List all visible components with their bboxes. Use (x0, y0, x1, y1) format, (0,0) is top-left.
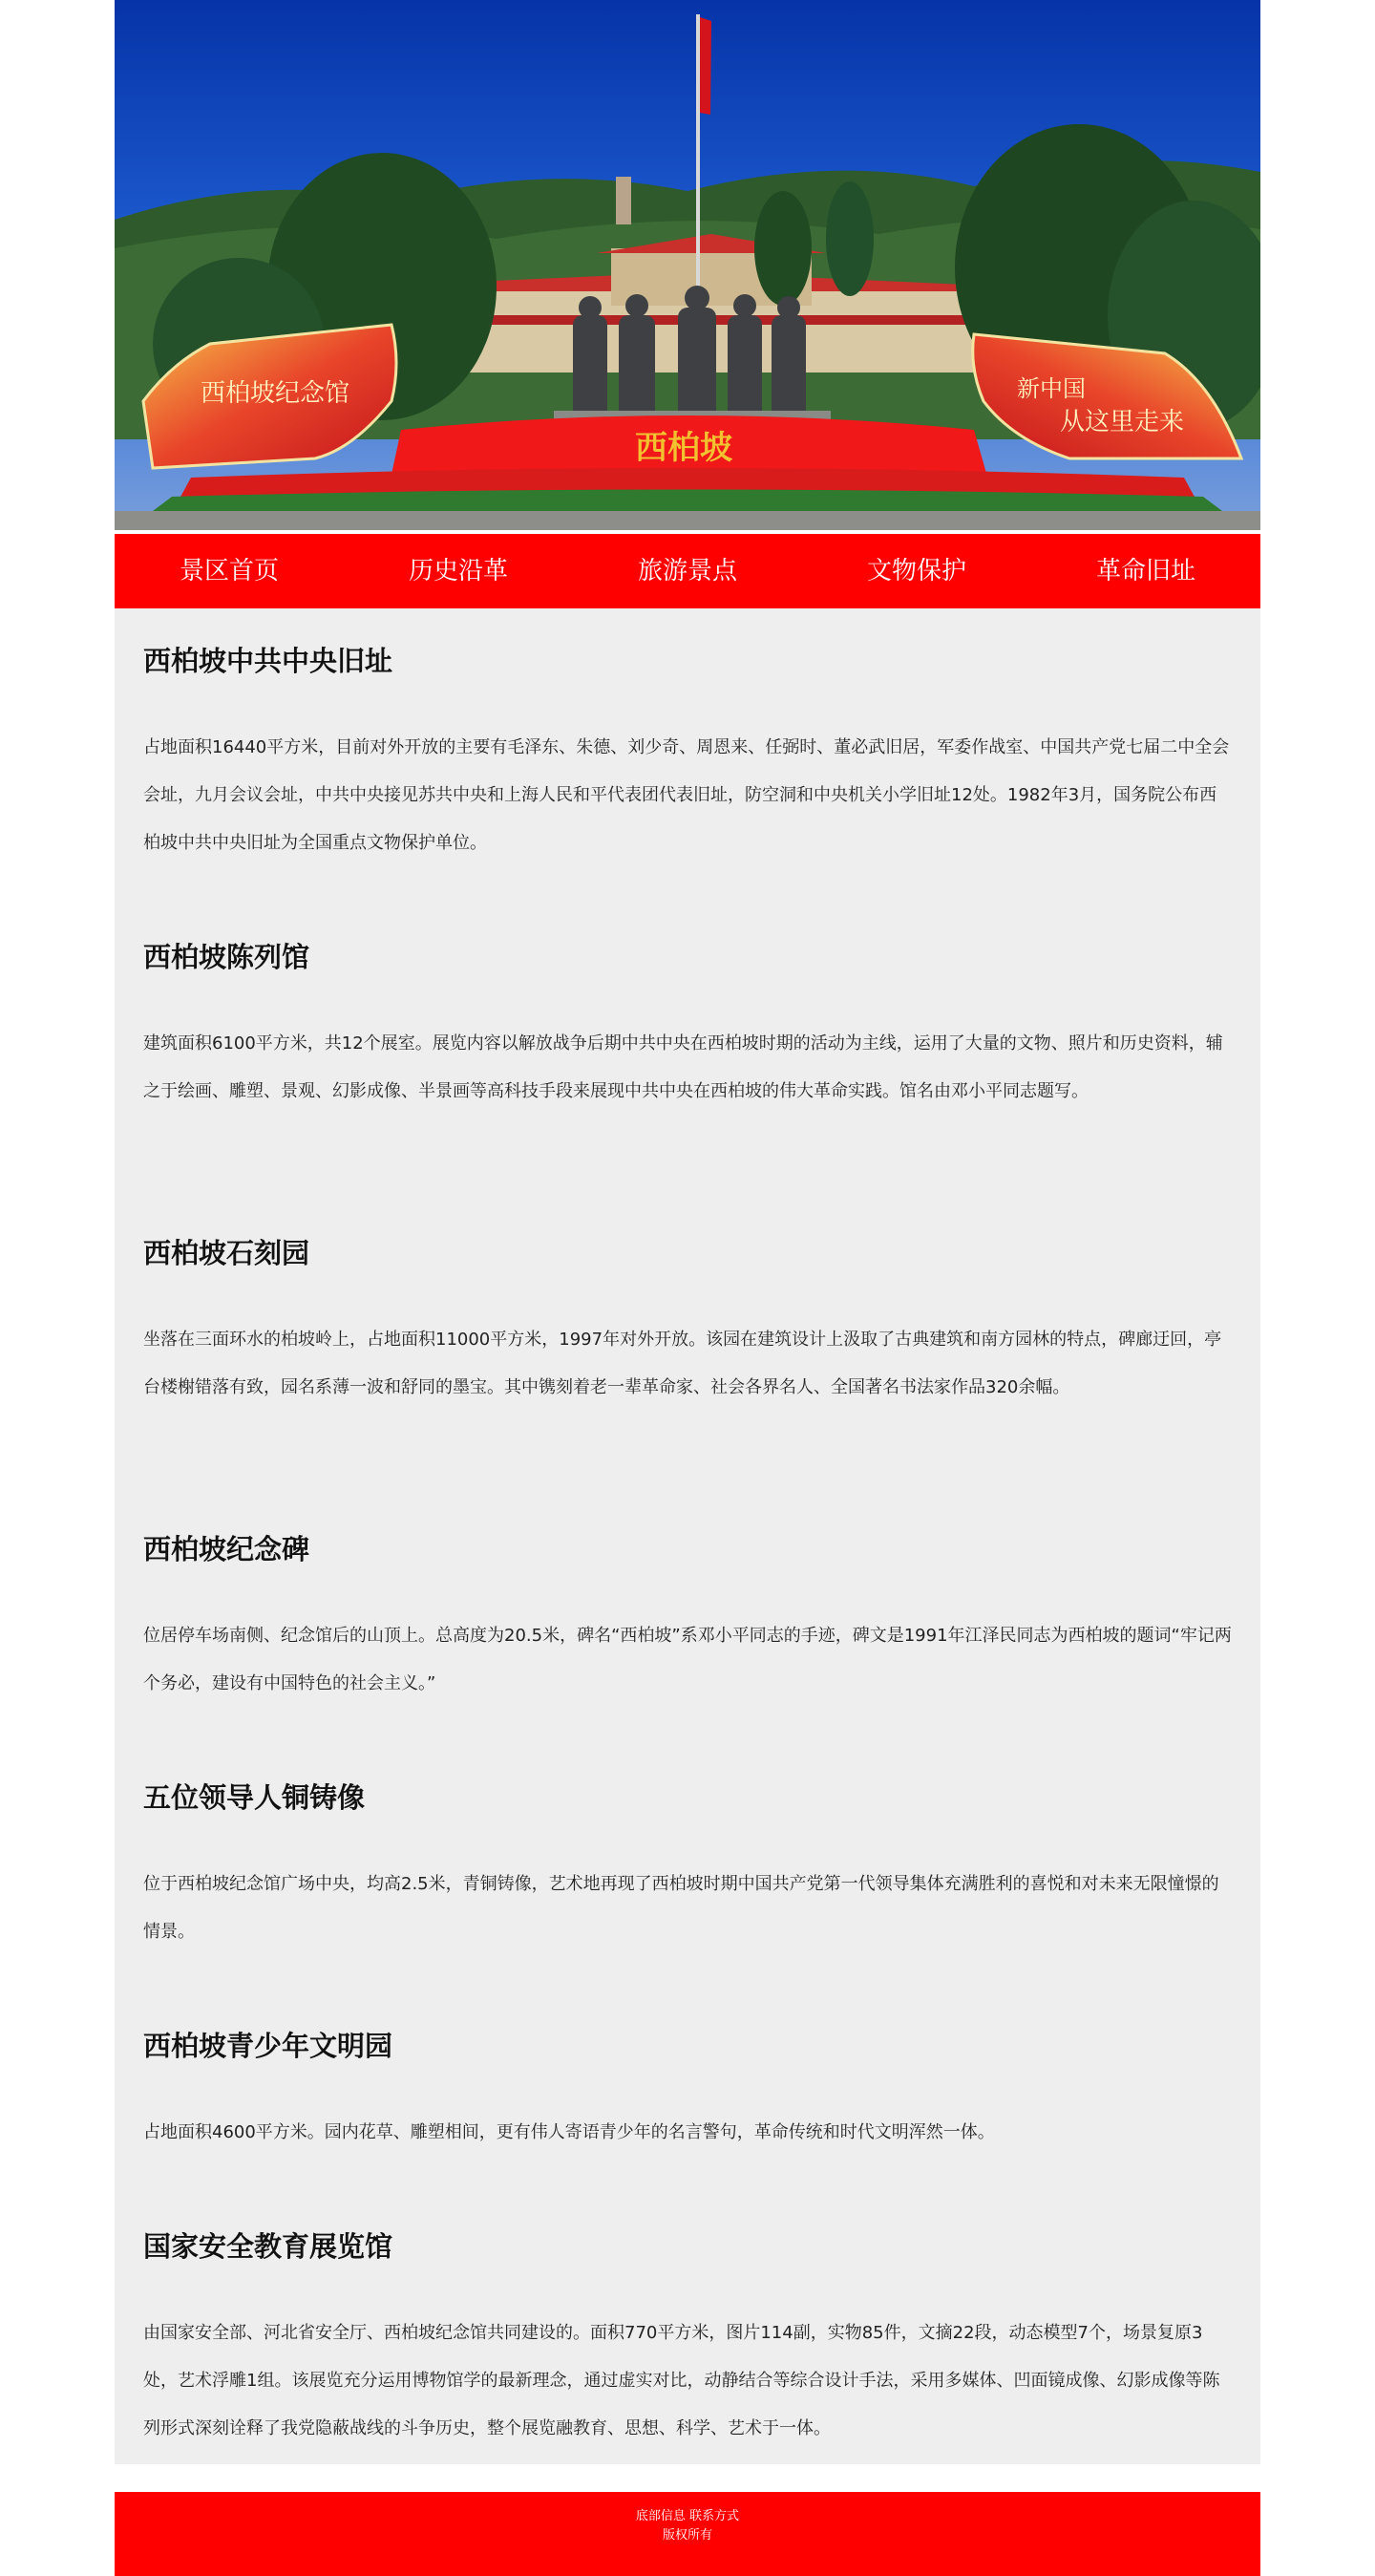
section-security-education-hall (143, 2227, 1234, 2453)
nav-item-heritage[interactable]: 文物保护 (866, 557, 966, 585)
banner-sign-right-line1: 新中国 (1017, 375, 1086, 402)
section-text: 占地面积16440平方米，目前对外开放的主要有毛泽东、朱德、刘少奇、周恩来、任弼时、董必武旧居，军委作战室、中国共产党七届二中全会会址，九月会议会址，中共中央接见苏共中央和上海人民和平代表团代表旧址，防空洞和中央机关小学旧址12处。1982年3月，国务院公布西柏坡中共中央旧址为全国重点文物保护单位。 (143, 737, 1230, 853)
banner-illustration (115, 0, 1260, 530)
section-title: 西柏坡石刻园 (143, 1237, 310, 1269)
section-central-committee-site (143, 642, 1234, 867)
footer-copyright: 版权所有 (662, 2528, 712, 2543)
section-monument (143, 1530, 1234, 1708)
nav-item-history[interactable]: 历史沿革 (408, 557, 508, 585)
section-text: 位居停车场南侧、纪念馆后的山顶上。总高度为20.5米，碑名“西柏坡”系邓小平同志的手迹，碑文是1991年江泽民同志为西柏坡的题词“牢记两个务必，建设有中国特色的社会主义。” (143, 1626, 1232, 1693)
section-title: 西柏坡中共中央旧址 (143, 645, 393, 677)
section-text: 建筑面积6100平方米，共12个展室。展览内容以解放战争后期中共中央在西柏坡时期的活动为主线，运用了大量的文物、照片和历史资料，辅之于绘画、雕塑、景观、幻影成像、半景画等高科技手段来展现中共中央在西柏坡的伟大革命实践。馆名由邓小平同志题写。 (143, 1033, 1223, 1101)
page (115, 0, 1260, 2543)
nav-item-revolutionary-sites[interactable]: 革命旧址 (1095, 557, 1195, 585)
section-text: 占地面积4600平方米。园内花草、雕塑相间，更有伟人寄语青少年的名言警句，革命传统和时代文明浑然一体。 (143, 2122, 995, 2142)
section-title: 西柏坡青少年文明园 (143, 2030, 393, 2062)
section-text: 位于西柏坡纪念馆广场中央，均高2.5米，青铜铸像，艺术地再现了西柏坡时期中国共产党第一代领导集体充满胜利的喜悦和对未来无限憧憬的情景。 (143, 1874, 1219, 1942)
banner-flowerbed-text: 西柏坡 (635, 429, 732, 467)
section-text: 坐落在三面环水的柏坡岭上，占地面积11000平方米，1997年对外开放。该园在建筑设计上汲取了古典建筑和南方园林的特点，碑廊迂回，亭台楼榭错落有致，园名系薄一波和舒同的墨宝。其中镌刻着老一辈革命家、社会各界名人、全国著名书法家作品320余幅。 (143, 1330, 1222, 1397)
banner-image (115, 0, 1260, 530)
section-exhibition-hall (143, 938, 1234, 1116)
banner-sign-right-line2: 从这里走来 (1060, 408, 1185, 436)
section-title: 国家安全教育展览馆 (143, 2230, 393, 2263)
section-stone-carving-garden (143, 1234, 1234, 1412)
section-title: 西柏坡纪念碑 (143, 1533, 310, 1565)
section-title: 五位领导人铜铸像 (143, 1781, 366, 1814)
content-area (115, 608, 1260, 2464)
footer (115, 2492, 1260, 2576)
main-nav (115, 534, 1260, 608)
section-bronze-statues (143, 1778, 1234, 1956)
section-youth-garden (143, 2027, 1234, 2157)
footer-info: 底部信息 联系方式 (635, 2509, 740, 2523)
banner-sign-left: 西柏坡纪念馆 (201, 379, 350, 408)
nav-item-attractions[interactable]: 旅游景点 (637, 557, 737, 585)
section-title: 西柏坡陈列馆 (143, 941, 310, 973)
section-text: 由国家安全部、河北省安全厅、西柏坡纪念馆共同建设的。面积770平方米，图片114副，实物85件，文摘22段，动态模型7个，场景复原3处，艺术浮雕1组。该展览充分运用博物馆学的最新理念，通过虚实对比，动静结合等综合设计手法，采用多媒体、凹面镜成像、幻影成像等陈列形式深刻诠释了我党隐蔽战线的斗争历史，整个展览融教育、思想、科学、艺术于一体。 (143, 2323, 1220, 2438)
nav-item-home[interactable]: 景区首页 (179, 557, 279, 585)
